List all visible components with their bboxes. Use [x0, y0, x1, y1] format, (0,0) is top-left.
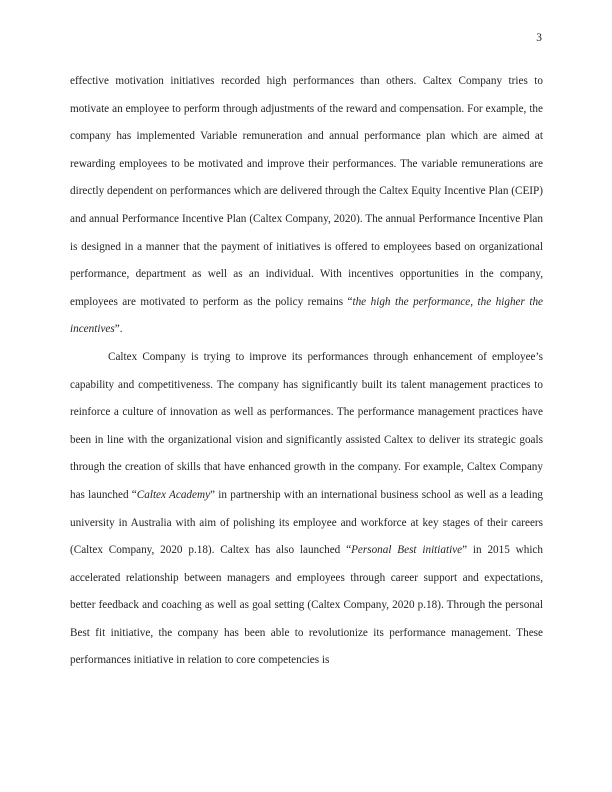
text-run: ” in partnership with an international business school as well as a leading university in Australia with aim of polishing its employee and workforce at key stages of their careers (Caltex Company, 2020 p.18). Caltex has also launched “ — [70, 488, 544, 557]
text-run: Caltex Company is trying to improve its performances through enhancement of employee’s capability and competitiveness. The company has significantly built its talent management practices to reinforce a culture of innovation as well as performances. The performance management practices have been in line with the organizational vision and significantly assisted Caltex to deliver its strategic goals through the creation of skills that have enhanced growth in the company. For example, Caltex Company has launched “ — [70, 350, 543, 501]
paragraph — [70, 344, 543, 675]
emphasis-text: Caltex Academy — [136, 488, 211, 501]
document-body — [70, 68, 543, 675]
emphasis-text: Personal Best initiative — [351, 544, 463, 557]
page-number: 3 — [536, 32, 542, 44]
emphasis-text: the high the performance, the higher the incentives — [70, 295, 543, 336]
text-run: ”. — [114, 323, 123, 336]
paragraph — [70, 68, 543, 344]
text-run: ” in 2015 which accelerated relationship between managers and employees through career support and expectations, better feedback and coaching as well as goal setting (Caltex Company, 2020 p.18). Through the personal Best fit initiative, the company has been able to revolutionize its performance management. These performances initiative in relation to core competencies is — [70, 544, 543, 667]
text-run: effective motivation initiatives recorded high performances than others. Caltex Company tries to motivate an employee to perform through adjustments of the reward and compensation. For example, the company has implemented Variable remuneration and annual performance plan which are aimed at rewarding employees to be motivated and improve their performances. The variable remunerations are directly dependent on performances which are delivered through the Caltex Equity Incentive Plan (CEIP) and annual Performance Incentive Plan (Caltex Company, 2020). The annual Performance Incentive Plan is designed in a manner that the payment of initiatives is offered to employees based on organizational performance, department as well as an individual. With incentives opportunities in the company, employees are motivated to perform as the policy remains “ — [70, 75, 543, 308]
